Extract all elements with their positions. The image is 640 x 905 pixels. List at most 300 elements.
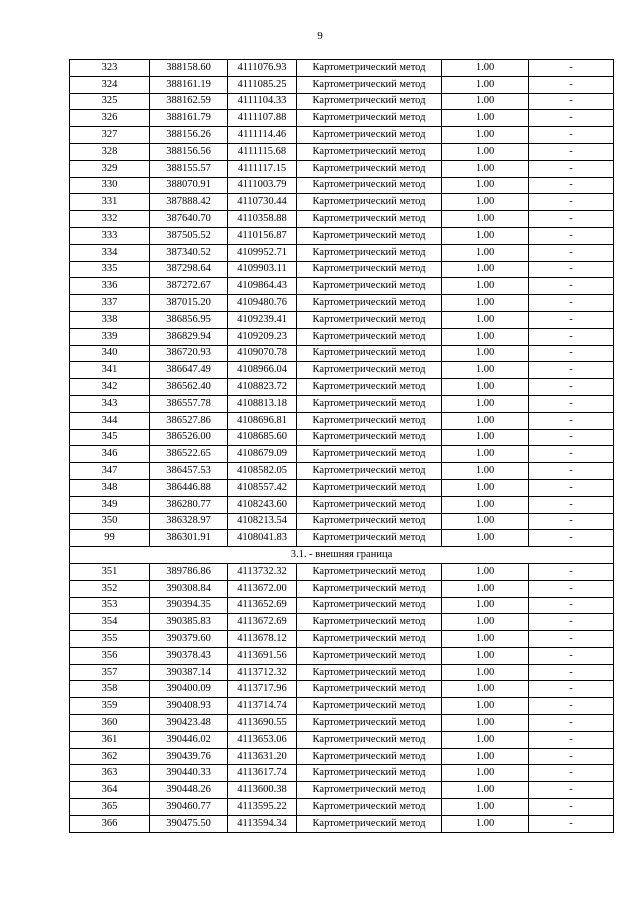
description-cell: - — [529, 143, 614, 160]
description-cell: - — [529, 379, 614, 396]
point-number-cell: 353 — [70, 597, 150, 614]
method-cell: Картометрический метод — [297, 278, 442, 295]
method-cell: Картометрический метод — [297, 597, 442, 614]
description-cell: - — [529, 597, 614, 614]
description-cell: - — [529, 311, 614, 328]
y-coordinate-cell: 4111104.33 — [228, 93, 297, 110]
point-number-cell: 351 — [70, 563, 150, 580]
description-cell: - — [529, 211, 614, 228]
accuracy-cell: 1.00 — [442, 429, 529, 446]
table-row — [70, 463, 614, 480]
method-cell: Картометрический метод — [297, 614, 442, 631]
accuracy-cell: 1.00 — [442, 799, 529, 816]
x-coordinate-cell: 387640.70 — [150, 211, 228, 228]
method-cell: Картометрический метод — [297, 261, 442, 278]
point-number-cell: 332 — [70, 211, 150, 228]
x-coordinate-cell: 390379.60 — [150, 631, 228, 648]
y-coordinate-cell: 4113690.55 — [228, 715, 297, 732]
point-number-cell: 99 — [70, 530, 150, 547]
method-cell: Картометрический метод — [297, 177, 442, 194]
point-number-cell: 355 — [70, 631, 150, 648]
point-number-cell: 331 — [70, 194, 150, 211]
method-cell: Картометрический метод — [297, 681, 442, 698]
table-row — [70, 715, 614, 732]
point-number-cell: 345 — [70, 429, 150, 446]
method-cell: Картометрический метод — [297, 748, 442, 765]
description-cell: - — [529, 60, 614, 77]
description-cell: - — [529, 765, 614, 782]
table-row — [70, 261, 614, 278]
x-coordinate-cell: 387888.42 — [150, 194, 228, 211]
y-coordinate-cell: 4108679.09 — [228, 446, 297, 463]
y-coordinate-cell: 4108041.83 — [228, 530, 297, 547]
y-coordinate-cell: 4113732.32 — [228, 563, 297, 580]
x-coordinate-cell: 386557.78 — [150, 395, 228, 412]
description-cell: - — [529, 463, 614, 480]
description-cell: - — [529, 731, 614, 748]
method-cell: Картометрический метод — [297, 395, 442, 412]
description-cell: - — [529, 496, 614, 513]
x-coordinate-cell: 387340.52 — [150, 244, 228, 261]
point-number-cell: 361 — [70, 731, 150, 748]
table-row — [70, 194, 614, 211]
x-coordinate-cell: 388156.26 — [150, 127, 228, 144]
method-cell: Картометрический метод — [297, 782, 442, 799]
x-coordinate-cell: 389786.86 — [150, 563, 228, 580]
description-cell: - — [529, 328, 614, 345]
method-cell: Картометрический метод — [297, 76, 442, 93]
table-row — [70, 160, 614, 177]
y-coordinate-cell: 4110156.87 — [228, 227, 297, 244]
y-coordinate-cell: 4113652.69 — [228, 597, 297, 614]
method-cell: Картометрический метод — [297, 93, 442, 110]
accuracy-cell: 1.00 — [442, 530, 529, 547]
point-number-cell: 354 — [70, 614, 150, 631]
method-cell: Картометрический метод — [297, 328, 442, 345]
point-number-cell: 366 — [70, 815, 150, 832]
accuracy-cell: 1.00 — [442, 563, 529, 580]
table-row — [70, 211, 614, 228]
table-row — [70, 748, 614, 765]
table-row — [70, 799, 614, 816]
x-coordinate-cell: 386526.00 — [150, 429, 228, 446]
x-coordinate-cell: 390385.83 — [150, 614, 228, 631]
description-cell: - — [529, 362, 614, 379]
point-number-cell: 358 — [70, 681, 150, 698]
description-cell: - — [529, 194, 614, 211]
accuracy-cell: 1.00 — [442, 278, 529, 295]
point-number-cell: 330 — [70, 177, 150, 194]
description-cell: - — [529, 261, 614, 278]
description-cell: - — [529, 93, 614, 110]
description-cell: - — [529, 614, 614, 631]
description-cell: - — [529, 698, 614, 715]
description-cell: - — [529, 631, 614, 648]
x-coordinate-cell: 388070.91 — [150, 177, 228, 194]
point-number-cell: 365 — [70, 799, 150, 816]
accuracy-cell: 1.00 — [442, 496, 529, 513]
method-cell: Картометрический метод — [297, 698, 442, 715]
accuracy-cell: 1.00 — [442, 177, 529, 194]
table-row — [70, 93, 614, 110]
y-coordinate-cell: 4109209.23 — [228, 328, 297, 345]
method-cell: Картометрический метод — [297, 513, 442, 530]
point-number-cell: 360 — [70, 715, 150, 732]
x-coordinate-cell: 390440.33 — [150, 765, 228, 782]
method-cell: Картометрический метод — [297, 647, 442, 664]
point-number-cell: 349 — [70, 496, 150, 513]
accuracy-cell: 1.00 — [442, 815, 529, 832]
point-number-cell: 356 — [70, 647, 150, 664]
y-coordinate-cell: 4111085.25 — [228, 76, 297, 93]
table-row — [70, 143, 614, 160]
description-cell: - — [529, 530, 614, 547]
accuracy-cell: 1.00 — [442, 647, 529, 664]
description-cell: - — [529, 815, 614, 832]
x-coordinate-cell: 390446.02 — [150, 731, 228, 748]
x-coordinate-cell: 390423.48 — [150, 715, 228, 732]
point-number-cell: 363 — [70, 765, 150, 782]
description-cell: - — [529, 227, 614, 244]
accuracy-cell: 1.00 — [442, 715, 529, 732]
accuracy-cell: 1.00 — [442, 60, 529, 77]
accuracy-cell: 1.00 — [442, 748, 529, 765]
section-heading-row — [70, 547, 614, 564]
method-cell: Картометрический метод — [297, 227, 442, 244]
y-coordinate-cell: 4109952.71 — [228, 244, 297, 261]
description-cell: - — [529, 580, 614, 597]
accuracy-cell: 1.00 — [442, 698, 529, 715]
page-number: 9 — [317, 30, 323, 42]
point-number-cell: 341 — [70, 362, 150, 379]
point-number-cell: 340 — [70, 345, 150, 362]
point-number-cell: 323 — [70, 60, 150, 77]
method-cell: Картометрический метод — [297, 463, 442, 480]
accuracy-cell: 1.00 — [442, 597, 529, 614]
method-cell: Картометрический метод — [297, 765, 442, 782]
description-cell: - — [529, 446, 614, 463]
point-number-cell: 334 — [70, 244, 150, 261]
table-row — [70, 664, 614, 681]
x-coordinate-cell: 387505.52 — [150, 227, 228, 244]
section-heading: 3.1. - внешняя граница — [70, 547, 614, 564]
point-number-cell: 362 — [70, 748, 150, 765]
accuracy-cell: 1.00 — [442, 765, 529, 782]
y-coordinate-cell: 4113717.96 — [228, 681, 297, 698]
description-cell: - — [529, 395, 614, 412]
point-number-cell: 350 — [70, 513, 150, 530]
y-coordinate-cell: 4113714.74 — [228, 698, 297, 715]
y-coordinate-cell: 4109864.43 — [228, 278, 297, 295]
table-row — [70, 446, 614, 463]
point-number-cell: 338 — [70, 311, 150, 328]
accuracy-cell: 1.00 — [442, 580, 529, 597]
description-cell: - — [529, 664, 614, 681]
description-cell: - — [529, 110, 614, 127]
accuracy-cell: 1.00 — [442, 345, 529, 362]
description-cell: - — [529, 160, 614, 177]
table-row — [70, 614, 614, 631]
table-row — [70, 244, 614, 261]
table-row — [70, 110, 614, 127]
y-coordinate-cell: 4111003.79 — [228, 177, 297, 194]
description-cell: - — [529, 647, 614, 664]
table-row — [70, 429, 614, 446]
accuracy-cell: 1.00 — [442, 513, 529, 530]
accuracy-cell: 1.00 — [442, 160, 529, 177]
x-coordinate-cell: 387298.64 — [150, 261, 228, 278]
method-cell: Картометрический метод — [297, 244, 442, 261]
x-coordinate-cell: 388161.19 — [150, 76, 228, 93]
point-number-cell: 348 — [70, 479, 150, 496]
accuracy-cell: 1.00 — [442, 93, 529, 110]
table-row — [70, 311, 614, 328]
method-cell: Картометрический метод — [297, 631, 442, 648]
y-coordinate-cell: 4108823.72 — [228, 379, 297, 396]
point-number-cell: 333 — [70, 227, 150, 244]
accuracy-cell: 1.00 — [442, 782, 529, 799]
y-coordinate-cell: 4108582.05 — [228, 463, 297, 480]
accuracy-cell: 1.00 — [442, 681, 529, 698]
y-coordinate-cell: 4108685.60 — [228, 429, 297, 446]
method-cell: Картометрический метод — [297, 479, 442, 496]
x-coordinate-cell: 390460.77 — [150, 799, 228, 816]
x-coordinate-cell: 390308.84 — [150, 580, 228, 597]
y-coordinate-cell: 4113600.38 — [228, 782, 297, 799]
accuracy-cell: 1.00 — [442, 127, 529, 144]
point-number-cell: 339 — [70, 328, 150, 345]
method-cell: Картометрический метод — [297, 715, 442, 732]
accuracy-cell: 1.00 — [442, 362, 529, 379]
y-coordinate-cell: 4108813.18 — [228, 395, 297, 412]
accuracy-cell: 1.00 — [442, 311, 529, 328]
y-coordinate-cell: 4109239.41 — [228, 311, 297, 328]
accuracy-cell: 1.00 — [442, 328, 529, 345]
y-coordinate-cell: 4111114.46 — [228, 127, 297, 144]
table-row — [70, 698, 614, 715]
description-cell: - — [529, 748, 614, 765]
table-row — [70, 227, 614, 244]
point-number-cell: 335 — [70, 261, 150, 278]
method-cell: Картометрический метод — [297, 580, 442, 597]
y-coordinate-cell: 4113691.56 — [228, 647, 297, 664]
accuracy-cell: 1.00 — [442, 731, 529, 748]
point-number-cell: 326 — [70, 110, 150, 127]
point-number-cell: 347 — [70, 463, 150, 480]
method-cell: Картометрический метод — [297, 799, 442, 816]
table-row — [70, 782, 614, 799]
x-coordinate-cell: 386446.88 — [150, 479, 228, 496]
accuracy-cell: 1.00 — [442, 412, 529, 429]
description-cell: - — [529, 244, 614, 261]
table-row — [70, 479, 614, 496]
method-cell: Картометрический метод — [297, 379, 442, 396]
point-number-cell: 325 — [70, 93, 150, 110]
x-coordinate-cell: 386647.49 — [150, 362, 228, 379]
table-row — [70, 765, 614, 782]
accuracy-cell: 1.00 — [442, 194, 529, 211]
method-cell: Картометрический метод — [297, 496, 442, 513]
y-coordinate-cell: 4110730.44 — [228, 194, 297, 211]
method-cell: Картометрический метод — [297, 311, 442, 328]
y-coordinate-cell: 4109480.76 — [228, 295, 297, 312]
point-number-cell: 359 — [70, 698, 150, 715]
x-coordinate-cell: 387272.67 — [150, 278, 228, 295]
description-cell: - — [529, 429, 614, 446]
y-coordinate-cell: 4113631.20 — [228, 748, 297, 765]
y-coordinate-cell: 4111115.68 — [228, 143, 297, 160]
method-cell: Картометрический метод — [297, 731, 442, 748]
description-cell: - — [529, 76, 614, 93]
table-row — [70, 345, 614, 362]
table-row — [70, 815, 614, 832]
method-cell: Картометрический метод — [297, 127, 442, 144]
y-coordinate-cell: 4113712.32 — [228, 664, 297, 681]
accuracy-cell: 1.00 — [442, 479, 529, 496]
accuracy-cell: 1.00 — [442, 110, 529, 127]
description-cell: - — [529, 799, 614, 816]
table-row — [70, 177, 614, 194]
table-row — [70, 412, 614, 429]
accuracy-cell: 1.00 — [442, 395, 529, 412]
x-coordinate-cell: 386720.93 — [150, 345, 228, 362]
description-cell: - — [529, 715, 614, 732]
table-row — [70, 379, 614, 396]
method-cell: Картометрический метод — [297, 160, 442, 177]
table-row — [70, 278, 614, 295]
point-number-cell: 357 — [70, 664, 150, 681]
x-coordinate-cell: 388158.60 — [150, 60, 228, 77]
y-coordinate-cell: 4108213.54 — [228, 513, 297, 530]
method-cell: Картометрический метод — [297, 664, 442, 681]
description-cell: - — [529, 681, 614, 698]
y-coordinate-cell: 4113672.00 — [228, 580, 297, 597]
accuracy-cell: 1.00 — [442, 227, 529, 244]
method-cell: Картометрический метод — [297, 429, 442, 446]
accuracy-cell: 1.00 — [442, 76, 529, 93]
y-coordinate-cell: 4109903.11 — [228, 261, 297, 278]
table-row — [70, 328, 614, 345]
y-coordinate-cell: 4111117.15 — [228, 160, 297, 177]
table-row — [70, 395, 614, 412]
method-cell: Картометрический метод — [297, 563, 442, 580]
accuracy-cell: 1.00 — [442, 295, 529, 312]
y-coordinate-cell: 4108557.42 — [228, 479, 297, 496]
y-coordinate-cell: 4108966.04 — [228, 362, 297, 379]
accuracy-cell: 1.00 — [442, 211, 529, 228]
point-number-cell: 324 — [70, 76, 150, 93]
table-row — [70, 631, 614, 648]
table-row — [70, 496, 614, 513]
table-row — [70, 513, 614, 530]
y-coordinate-cell: 4108243.60 — [228, 496, 297, 513]
description-cell: - — [529, 127, 614, 144]
table-row — [70, 76, 614, 93]
accuracy-cell: 1.00 — [442, 463, 529, 480]
y-coordinate-cell: 4113594.34 — [228, 815, 297, 832]
y-coordinate-cell: 4110358.88 — [228, 211, 297, 228]
x-coordinate-cell: 387015.20 — [150, 295, 228, 312]
table-row — [70, 647, 614, 664]
point-number-cell: 337 — [70, 295, 150, 312]
method-cell: Картометрический метод — [297, 60, 442, 77]
accuracy-cell: 1.00 — [442, 379, 529, 396]
description-cell: - — [529, 278, 614, 295]
description-cell: - — [529, 412, 614, 429]
coordinates-table-body — [70, 60, 614, 833]
x-coordinate-cell: 390394.35 — [150, 597, 228, 614]
description-cell: - — [529, 345, 614, 362]
description-cell: - — [529, 782, 614, 799]
method-cell: Картометрический метод — [297, 815, 442, 832]
accuracy-cell: 1.00 — [442, 664, 529, 681]
method-cell: Картометрический метод — [297, 446, 442, 463]
x-coordinate-cell: 386522.65 — [150, 446, 228, 463]
method-cell: Картометрический метод — [297, 194, 442, 211]
x-coordinate-cell: 390378.43 — [150, 647, 228, 664]
description-cell: - — [529, 295, 614, 312]
table-row — [70, 530, 614, 547]
method-cell: Картометрический метод — [297, 110, 442, 127]
y-coordinate-cell: 4113617.74 — [228, 765, 297, 782]
point-number-cell: 344 — [70, 412, 150, 429]
x-coordinate-cell: 390400.09 — [150, 681, 228, 698]
point-number-cell: 342 — [70, 379, 150, 396]
x-coordinate-cell: 386829.94 — [150, 328, 228, 345]
point-number-cell: 327 — [70, 127, 150, 144]
accuracy-cell: 1.00 — [442, 631, 529, 648]
table-row — [70, 295, 614, 312]
x-coordinate-cell: 388161.79 — [150, 110, 228, 127]
method-cell: Картометрический метод — [297, 143, 442, 160]
x-coordinate-cell: 386562.40 — [150, 379, 228, 396]
x-coordinate-cell: 386457.53 — [150, 463, 228, 480]
method-cell: Картометрический метод — [297, 211, 442, 228]
x-coordinate-cell: 388156.56 — [150, 143, 228, 160]
x-coordinate-cell: 386301.91 — [150, 530, 228, 547]
method-cell: Картометрический метод — [297, 412, 442, 429]
y-coordinate-cell: 4109070.78 — [228, 345, 297, 362]
x-coordinate-cell: 386856.95 — [150, 311, 228, 328]
y-coordinate-cell: 4111076.93 — [228, 60, 297, 77]
table-row — [70, 127, 614, 144]
point-number-cell: 336 — [70, 278, 150, 295]
method-cell: Картометрический метод — [297, 362, 442, 379]
x-coordinate-cell: 386527.86 — [150, 412, 228, 429]
x-coordinate-cell: 386328.97 — [150, 513, 228, 530]
accuracy-cell: 1.00 — [442, 614, 529, 631]
method-cell: Картометрический метод — [297, 295, 442, 312]
point-number-cell: 328 — [70, 143, 150, 160]
accuracy-cell: 1.00 — [442, 244, 529, 261]
table-row — [70, 580, 614, 597]
x-coordinate-cell: 390408.93 — [150, 698, 228, 715]
accuracy-cell: 1.00 — [442, 143, 529, 160]
x-coordinate-cell: 386280.77 — [150, 496, 228, 513]
description-cell: - — [529, 513, 614, 530]
x-coordinate-cell: 388162.59 — [150, 93, 228, 110]
y-coordinate-cell: 4113653.06 — [228, 731, 297, 748]
accuracy-cell: 1.00 — [442, 261, 529, 278]
x-coordinate-cell: 390387.14 — [150, 664, 228, 681]
y-coordinate-cell: 4113672.69 — [228, 614, 297, 631]
accuracy-cell: 1.00 — [442, 446, 529, 463]
method-cell: Картометрический метод — [297, 345, 442, 362]
description-cell: - — [529, 563, 614, 580]
table-row — [70, 563, 614, 580]
description-cell: - — [529, 479, 614, 496]
table-row — [70, 731, 614, 748]
